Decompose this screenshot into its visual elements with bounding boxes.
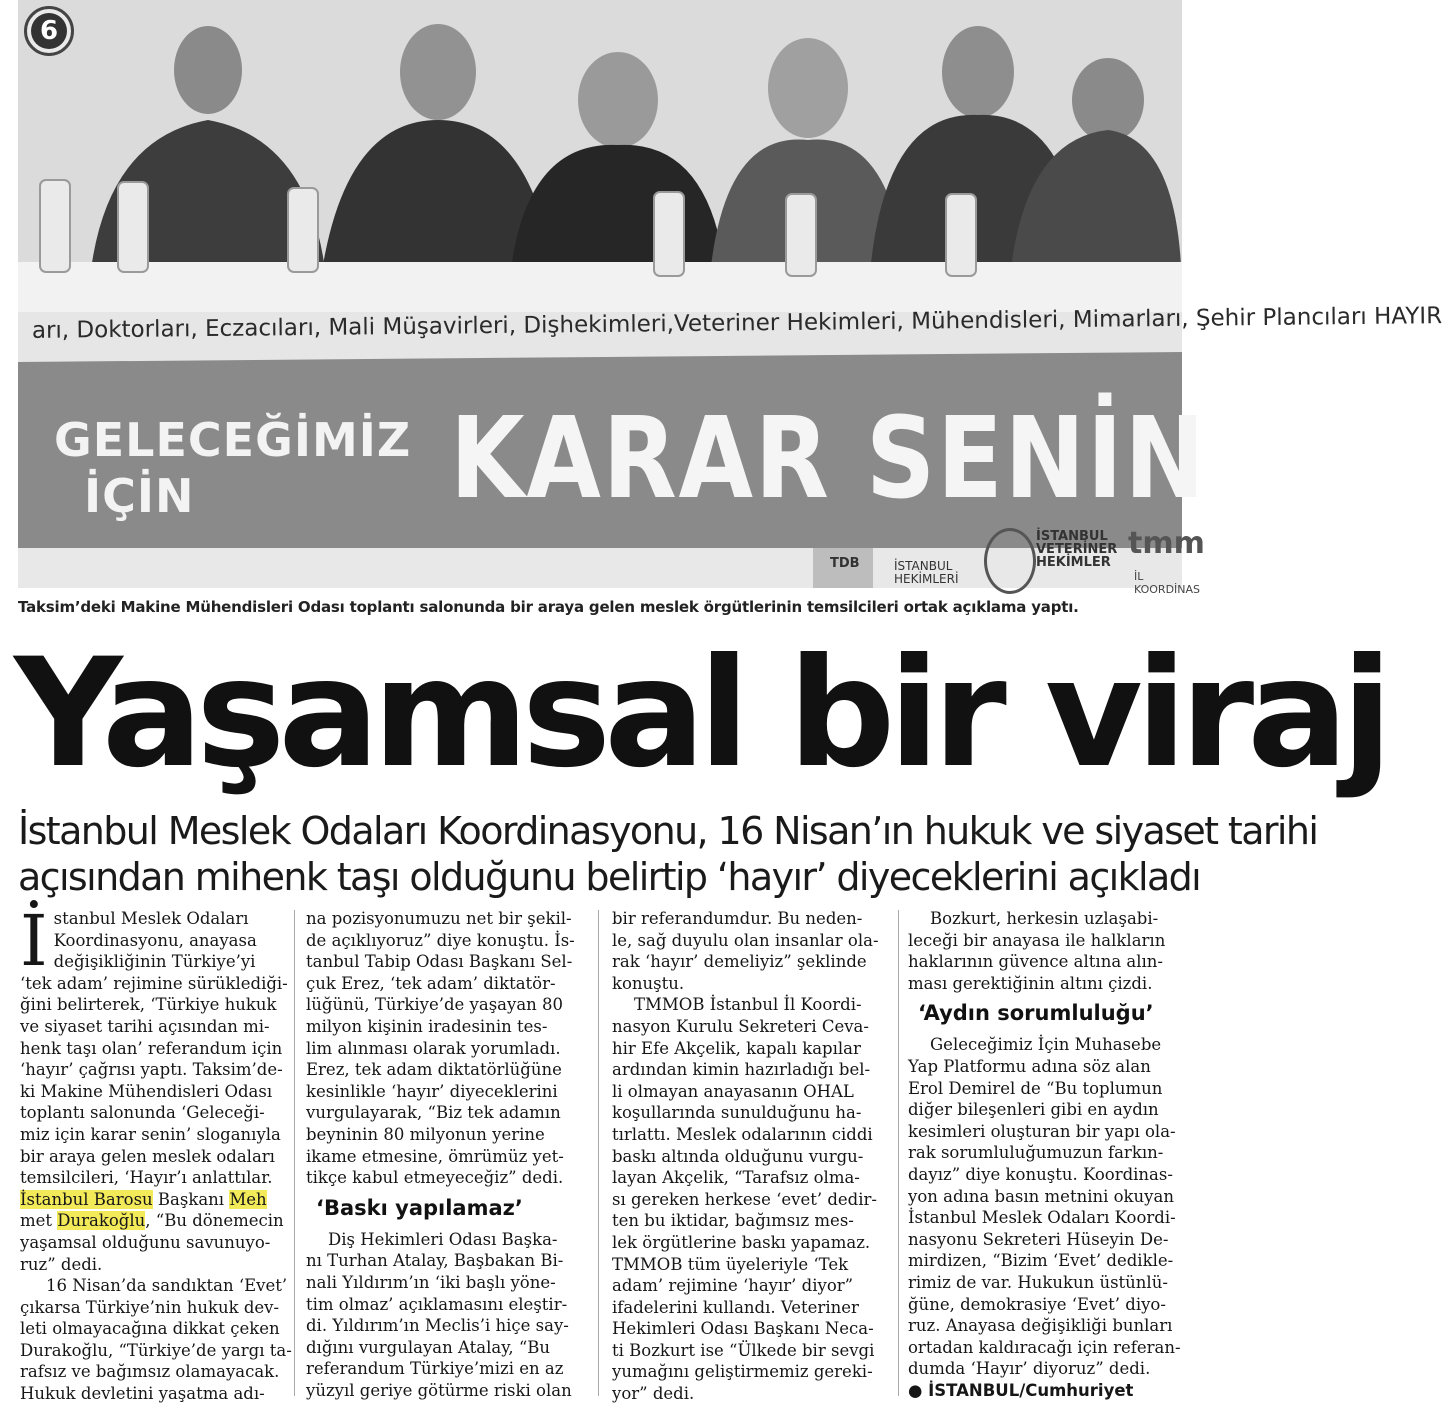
- column-divider: [598, 910, 599, 1396]
- page-number-badge: [24, 6, 74, 56]
- text-line: Geleceğimiz İçin Muhasebe: [930, 1035, 1162, 1055]
- text-line: adam’ rejimine ‘hayır’ diyor”: [612, 1276, 854, 1296]
- text-line: Erez, tek adam diktatörlüğüne: [306, 1060, 562, 1080]
- text-line: yüzyıl geriye götürme riski olan: [306, 1380, 572, 1400]
- text-line: sı gereken herkese ‘evet’ dedir-: [612, 1189, 877, 1209]
- article-column-4: [908, 908, 1184, 1401]
- text-line: dayız” diye konuştu. Koordinas-: [908, 1164, 1173, 1184]
- text-line: ki Makine Mühendisleri Odası: [20, 1081, 273, 1101]
- text-line: milyon kişinin iradesinin tes-: [306, 1016, 548, 1036]
- text-line: ğüne, demokrasiye ‘Evet’ diyo-: [908, 1294, 1166, 1314]
- page-number: 6: [31, 13, 67, 49]
- text-line: stanbul Meslek Odaları: [53, 909, 249, 928]
- text-line: ardından kimin hazırladığı bel-: [612, 1060, 871, 1080]
- highlight-istanbul-barosu: İstanbul Barosu: [20, 1189, 153, 1209]
- text-line: mirdizen, “Bizim ‘Evet’ dedikle-: [908, 1251, 1174, 1271]
- text-line: hir Efe Akçelik, kapalı kapılar: [612, 1038, 861, 1058]
- text-line: rak sorumluluğumuzun farkın-: [908, 1143, 1164, 1163]
- subheading-baski-yapilamaz: ‘Baskı yapılamaz’: [316, 1195, 523, 1220]
- text-line: henk taşı olan’ referandum için: [20, 1038, 283, 1058]
- text-line: yor” dedi.: [612, 1384, 695, 1404]
- text-line: Hukuk devletini yaşatma adı-: [20, 1384, 265, 1404]
- text-line: tikçe kabul etmeyeceğiz” dedi.: [306, 1168, 564, 1188]
- text-line: Durakoğlu, “Türkiye’de yargı ta-: [20, 1340, 292, 1360]
- text-line: ‘tek adam’ rejimine sürüklediği-: [20, 973, 288, 993]
- article-column-2: [306, 908, 582, 1401]
- vet-logo-icon: [984, 528, 1036, 594]
- tdb-logo: TDB: [830, 556, 860, 571]
- text-line: ti Bozkurt ise “Ülkede bir sevgi: [612, 1340, 875, 1360]
- text-line: ruz. Anayasa değişikliği bunları: [908, 1316, 1173, 1336]
- text-line: İstanbul Meslek Odaları Koordi-: [908, 1208, 1176, 1228]
- text-line: ruz” dedi.: [20, 1254, 103, 1274]
- column-divider: [294, 910, 295, 1396]
- drop-cap: İ: [20, 900, 48, 982]
- text-line: TMMOB tüm üyeleriyle ‘Tek: [612, 1254, 849, 1274]
- text-line: nı Turhan Atalay, Başbakan Bi-: [306, 1251, 564, 1271]
- text-line: lek örgütlerine baskı yapamaz.: [612, 1232, 871, 1252]
- text-line: Yap Platformu adına söz alan: [908, 1056, 1151, 1076]
- text-line: leceği bir anayasa ile halkların: [908, 930, 1166, 950]
- text-line: Erol Demirel de “Bu toplumun: [908, 1078, 1163, 1098]
- text-line: yaşamsal olduğunu savunuyo-: [20, 1232, 271, 1252]
- headline: Yaşamsal bir viraj: [14, 627, 1386, 801]
- text-line: yumağını geliştirmemiz gereki-: [612, 1362, 873, 1382]
- text-line: tim olmaz’ açıklamasını eleştir-: [306, 1294, 568, 1314]
- text-line: lim alınması olarak yorumladı.: [306, 1038, 561, 1058]
- text-line: koşullarında sunulduğunu ha-: [612, 1103, 862, 1123]
- photo-caption: Taksim’deki Makine Mühendisleri Odası toplantı salonunda bir araya gelen meslek örgütlerinin temsilcileri ortak açıklama yaptı.: [18, 598, 1079, 616]
- text-line: de açıklıyoruz” diye konuştu. İs-: [306, 930, 575, 950]
- text-line: bir referandumdur. Bu neden-: [612, 909, 863, 928]
- text-line: rafsız ve bağımsız olamayacak.: [20, 1362, 280, 1382]
- tmmob-logo: tmm: [1128, 526, 1205, 561]
- text-line: beyninin 80 milyonun yerine: [306, 1124, 545, 1144]
- text-line: nasyon Kurulu Sekreteri Ceva-: [612, 1016, 869, 1036]
- text-line: le, sağ duyulu olan insanlar ola-: [612, 930, 879, 950]
- text-line: çuk Erez, ‘tek adam’ diktatör-: [306, 973, 556, 993]
- text-line: met Durakoğlu, “Bu dönemecin: [20, 1211, 284, 1231]
- text-line: toplantı salonunda ‘Geleceği-: [20, 1103, 265, 1123]
- text-line: konuştu.: [612, 973, 685, 993]
- text-line: ten bu iktidar, bağımsız mes-: [612, 1211, 854, 1231]
- deck-subheadline: [18, 808, 1318, 900]
- byline-signature: ● İSTANBUL/Cumhuriyet: [908, 1380, 1134, 1400]
- highlight-meh: Meh: [229, 1189, 267, 1209]
- text-line: tırlattı. Meslek odalarının ciddi: [612, 1124, 873, 1144]
- column-divider: [898, 910, 899, 1396]
- text-line: diğer bileşenleri gibi en aydın: [908, 1100, 1159, 1120]
- text-line: bir araya gelen meslek odaları: [20, 1146, 275, 1166]
- text-line: dumda ‘Hayır’ diyoruz” dedi.: [908, 1359, 1151, 1379]
- text-line: leti olmayacağına dikkat çeken: [20, 1319, 280, 1339]
- subheading-aydin-sorumlulugu: ‘Aydın sorumluluğu’: [918, 1001, 1154, 1026]
- il-koordinasyon-text: İL KOORDİNAS: [1134, 570, 1201, 596]
- text-line: tanbul Tabip Odası Başkanı Sel-: [306, 952, 573, 972]
- text-line: ve siyaset tarihi açısından mi-: [20, 1016, 270, 1036]
- text-line: ması gerektiğinin altını çizdi.: [908, 973, 1153, 993]
- text-line: di. Yıldırım’ın Meclis’i hiçe say-: [306, 1316, 569, 1336]
- text-line: İstanbul Barosu Başkanı Meh: [20, 1189, 267, 1209]
- text-line: rimiz de var. Hukukun üstünlü-: [908, 1272, 1168, 1292]
- text-line: li olmayan anayasanın OHAL: [612, 1081, 854, 1101]
- deck-line: açısından mihenk taşı olduğunu belirtip ‘hayır’ diyeceklerini açıkladı: [18, 855, 1201, 899]
- text-line: ‘hayır’ çağrısı yaptı. Taksim’de-: [20, 1060, 283, 1080]
- text-line: ikame etmesine, ömrümüz yet-: [306, 1146, 564, 1166]
- text-line: vurgulayarak, “Biz tek adamın: [306, 1103, 561, 1123]
- text-line: lüğünü, Türkiye’de yaşayan 80: [306, 995, 564, 1015]
- text-line: ifadelerini kullandı. Veteriner: [612, 1297, 859, 1317]
- text-line: ğini belirterek, ‘Türkiye hukuk: [20, 995, 277, 1015]
- text-line: 16 Nisan’da sandıktan ‘Evet’: [46, 1276, 288, 1296]
- text-line: miz için karar senin’ sloganıyla: [20, 1124, 281, 1144]
- text-line: temsilcileri, ‘Hayır’ı anlattılar.: [20, 1168, 273, 1188]
- text-line: kesinlikle ‘hayır’ diyeceklerini: [306, 1081, 558, 1101]
- news-photo: [18, 0, 1442, 596]
- istanbul-hekimleri-logo: İSTANBUL HEKİMLERİ: [894, 559, 959, 586]
- text-line: çıkarsa Türkiye’nin hukuk dev-: [20, 1297, 280, 1317]
- text-line: baskı altında olduğunu vurgu-: [612, 1146, 864, 1166]
- text-line: ortadan kaldıracağı için referan-: [908, 1337, 1181, 1357]
- text-line: layan Akçelik, “Tarafsız olma-: [612, 1168, 860, 1188]
- highlight-durakoglu: Durakoğlu: [57, 1211, 146, 1231]
- text-line: nasyonu Sekreteri Hüseyin De-: [908, 1229, 1169, 1249]
- banner-gelecegimiz-text: GELECEĞİMİZ İÇİN: [54, 413, 412, 523]
- banner-professions-text: arı, Doktorları, Eczacıları, Mali Müşavirleri, Dişhekimleri,Veteriner Hekimleri, Mühendisleri, Mimarları, Şehir Plancıları HAYIR: [31, 303, 1442, 344]
- text-line: Bozkurt, herkesin uzlaşabi-: [930, 909, 1159, 928]
- text-line: kesimleri oluşturan bir yapı ola-: [908, 1121, 1176, 1141]
- text-line: değişikliğinin Türkiye’yi: [53, 952, 256, 972]
- text-line: Koordinasyonu, anayasa: [53, 930, 257, 950]
- text-line: TMMOB İstanbul İl Koordi-: [634, 995, 862, 1015]
- article-column-3: [612, 908, 890, 1405]
- article-column-1: [20, 900, 292, 1405]
- banner-karar-senin-text: KARAR SENİN: [450, 394, 1207, 524]
- istanbul-veteriner-logo: İSTANBUL VETERİNER HEKİMLER: [1036, 529, 1118, 570]
- text-line: na pozisyonumuzu net bir şekil-: [306, 909, 572, 928]
- text-line: dığını vurgulayan Atalay, “Bu: [306, 1337, 551, 1357]
- text-line: Hekimleri Odası Başkanı Neca-: [612, 1319, 874, 1339]
- text-line: referandum Türkiye’mizi en az: [306, 1359, 564, 1379]
- text-line: Diş Hekimleri Odası Başka-: [328, 1229, 558, 1249]
- text-line: yon adına basın metnini okuyan: [908, 1186, 1174, 1206]
- text-line: haklarının güvence altına alın-: [908, 952, 1163, 972]
- text-line: rak ‘hayır’ demeliyiz” şeklinde: [612, 952, 867, 972]
- text-line: nali Yıldırım’ın ‘iki başlı yöne-: [306, 1272, 556, 1292]
- deck-line: İstanbul Meslek Odaları Koordinasyonu, 16 Nisan’ın hukuk ve siyaset tarihi: [18, 809, 1318, 853]
